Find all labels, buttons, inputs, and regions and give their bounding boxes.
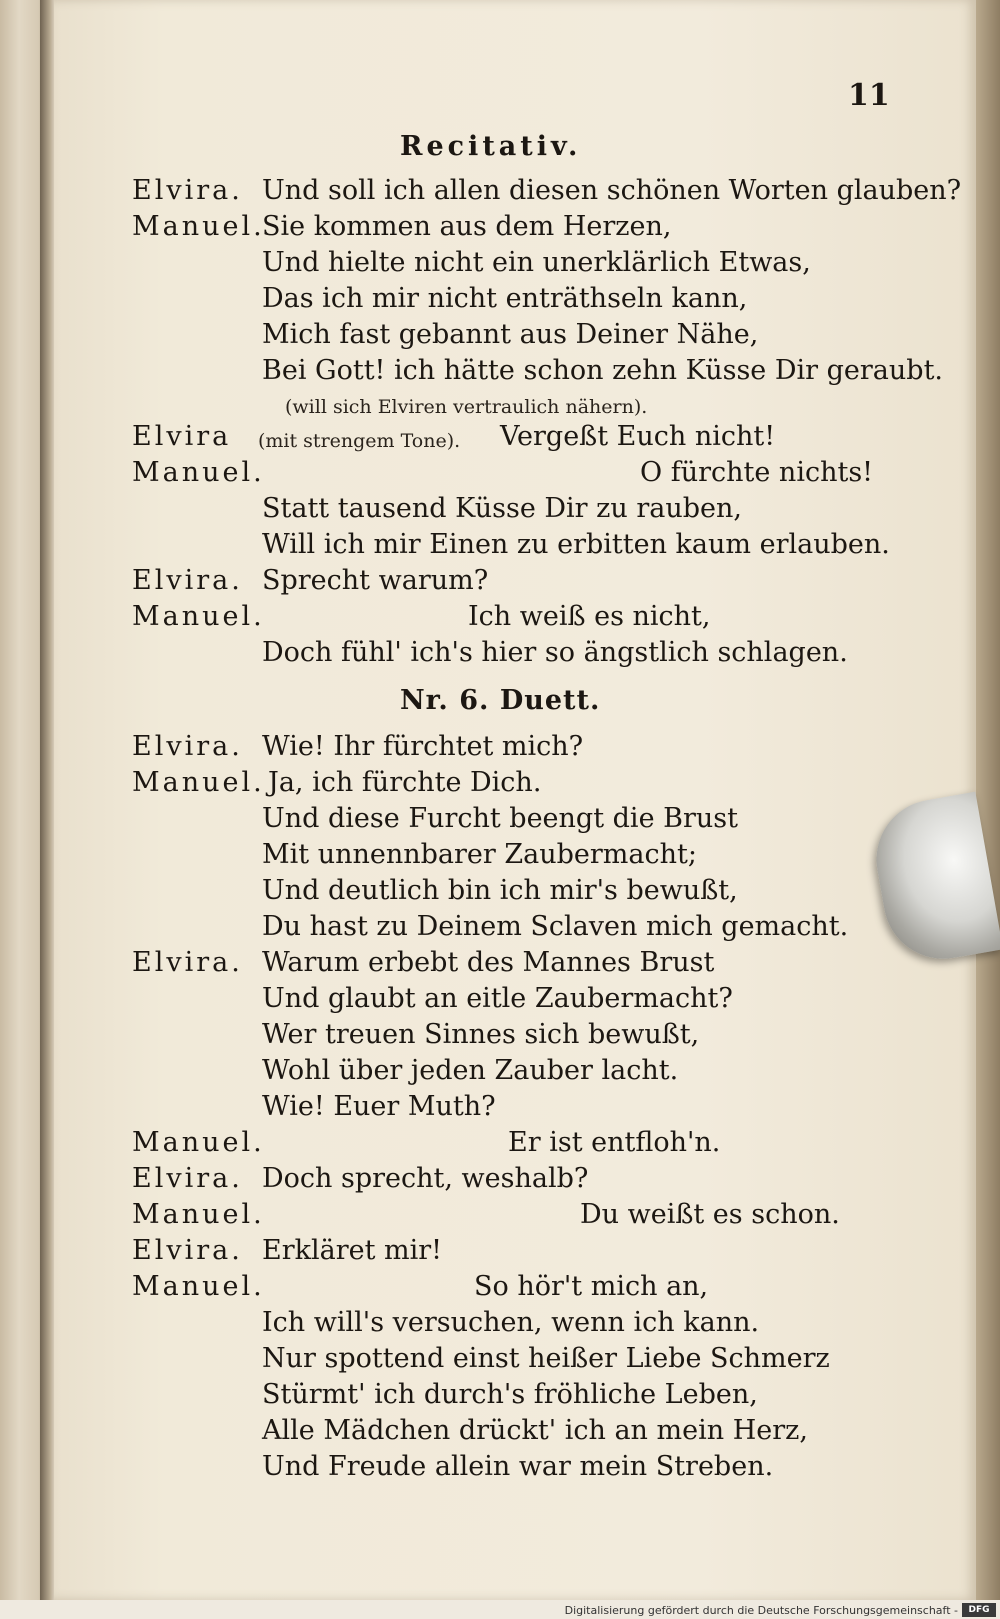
verse-line: Vergeßt Euch nicht!	[500, 421, 776, 452]
verse-line: Wohl über jeden Zauber lacht.	[262, 1055, 679, 1086]
page-number: 11	[848, 78, 890, 113]
verse-line: Will ich mir Einen zu erbitten kaum erlauben.	[262, 529, 890, 560]
speaker: Manuel.	[132, 601, 265, 632]
stage-direction: (mit strengem Tone).	[258, 430, 461, 452]
speaker: Manuel.	[132, 1271, 265, 1302]
verse-line: Und deutlich bin ich mir's bewußt,	[262, 875, 738, 906]
verse-line: Und diese Furcht beengt die Brust	[262, 803, 738, 834]
speaker: Manuel.	[132, 457, 265, 488]
verse-line: Statt tausend Küsse Dir zu rauben,	[262, 493, 742, 524]
verse-line: Ja, ich fürchte Dich.	[268, 767, 542, 798]
heading-recitativ: Recitativ.	[400, 131, 582, 162]
speaker: Manuel.	[132, 767, 265, 798]
verse-line: Das ich mir nicht enträthseln kann,	[262, 283, 748, 314]
verse-line: Mich fast gebannt aus Deiner Nähe,	[262, 319, 759, 350]
verse-line: Und soll ich allen diesen schönen Worten glauben?	[262, 175, 962, 206]
verse-line: Sie kommen aus dem Herzen,	[262, 211, 672, 242]
verse-line: Mit unnennbarer Zaubermacht;	[262, 839, 697, 870]
verse-line: Er ist entfloh'n.	[508, 1127, 721, 1158]
verse-line: Du weißt es schon.	[580, 1199, 840, 1230]
speaker: Manuel.	[132, 211, 265, 242]
speaker: Elvira.	[132, 565, 243, 596]
speaker: Elvira.	[132, 947, 243, 978]
verse-line: Und Freude allein war mein Streben.	[262, 1451, 774, 1482]
verse-line: Sprecht warum?	[262, 565, 489, 596]
speaker: Manuel.	[132, 1127, 265, 1158]
speaker: Elvira.	[132, 1163, 243, 1194]
verse-line: Wie! Euer Muth?	[262, 1091, 496, 1122]
speaker: Elvira	[132, 421, 232, 452]
verse-line: Nur spottend einst heißer Liebe Schmerz	[262, 1343, 830, 1374]
speaker: Manuel.	[132, 1199, 265, 1230]
footer-credit: Digitalisierung gefördert durch die Deutsche Forschungsgemeinschaft -	[564, 1604, 958, 1617]
speaker: Elvira.	[132, 731, 243, 762]
verse-line: Warum erbebt des Mannes Brust	[262, 947, 715, 978]
verse-line: Du hast zu Deinem Sclaven mich gemacht.	[262, 911, 849, 942]
verse-line: Wie! Ihr fürchtet mich?	[262, 731, 584, 762]
verse-line: Alle Mädchen drückt' ich an mein Herz,	[262, 1415, 808, 1446]
page-edge-shadow	[976, 0, 1000, 1619]
verse-line: Und glaubt an eitle Zaubermacht?	[262, 983, 733, 1014]
verse-line: Ich weiß es nicht,	[468, 601, 711, 632]
stage-direction: (will sich Elviren vertraulich nähern).	[285, 396, 648, 418]
verse-line: Doch sprecht, weshalb?	[262, 1163, 589, 1194]
speaker: Elvira.	[132, 175, 243, 206]
heading-duett: Nr. 6. Duett.	[400, 685, 601, 716]
verse-line: Wer treuen Sinnes sich bewußt,	[262, 1019, 700, 1050]
verse-line: Erkläret mir!	[262, 1235, 443, 1266]
verse-line: Ich will's versuchen, wenn ich kann.	[262, 1307, 760, 1338]
verse-line: Bei Gott! ich hätte schon zehn Küsse Dir geraubt.	[262, 355, 944, 386]
verse-line: O fürchte nichts!	[640, 457, 874, 488]
verse-line: Und hielte nicht ein unerklärlich Etwas,	[262, 247, 811, 278]
verse-line: So hör't mich an,	[474, 1271, 709, 1302]
verse-line: Stürmt' ich durch's fröhliche Leben,	[262, 1379, 758, 1410]
verse-line: Doch fühl' ich's hier so ängstlich schlagen.	[262, 637, 848, 668]
speaker: Elvira.	[132, 1235, 243, 1266]
dfg-logo: DFG	[962, 1603, 996, 1617]
